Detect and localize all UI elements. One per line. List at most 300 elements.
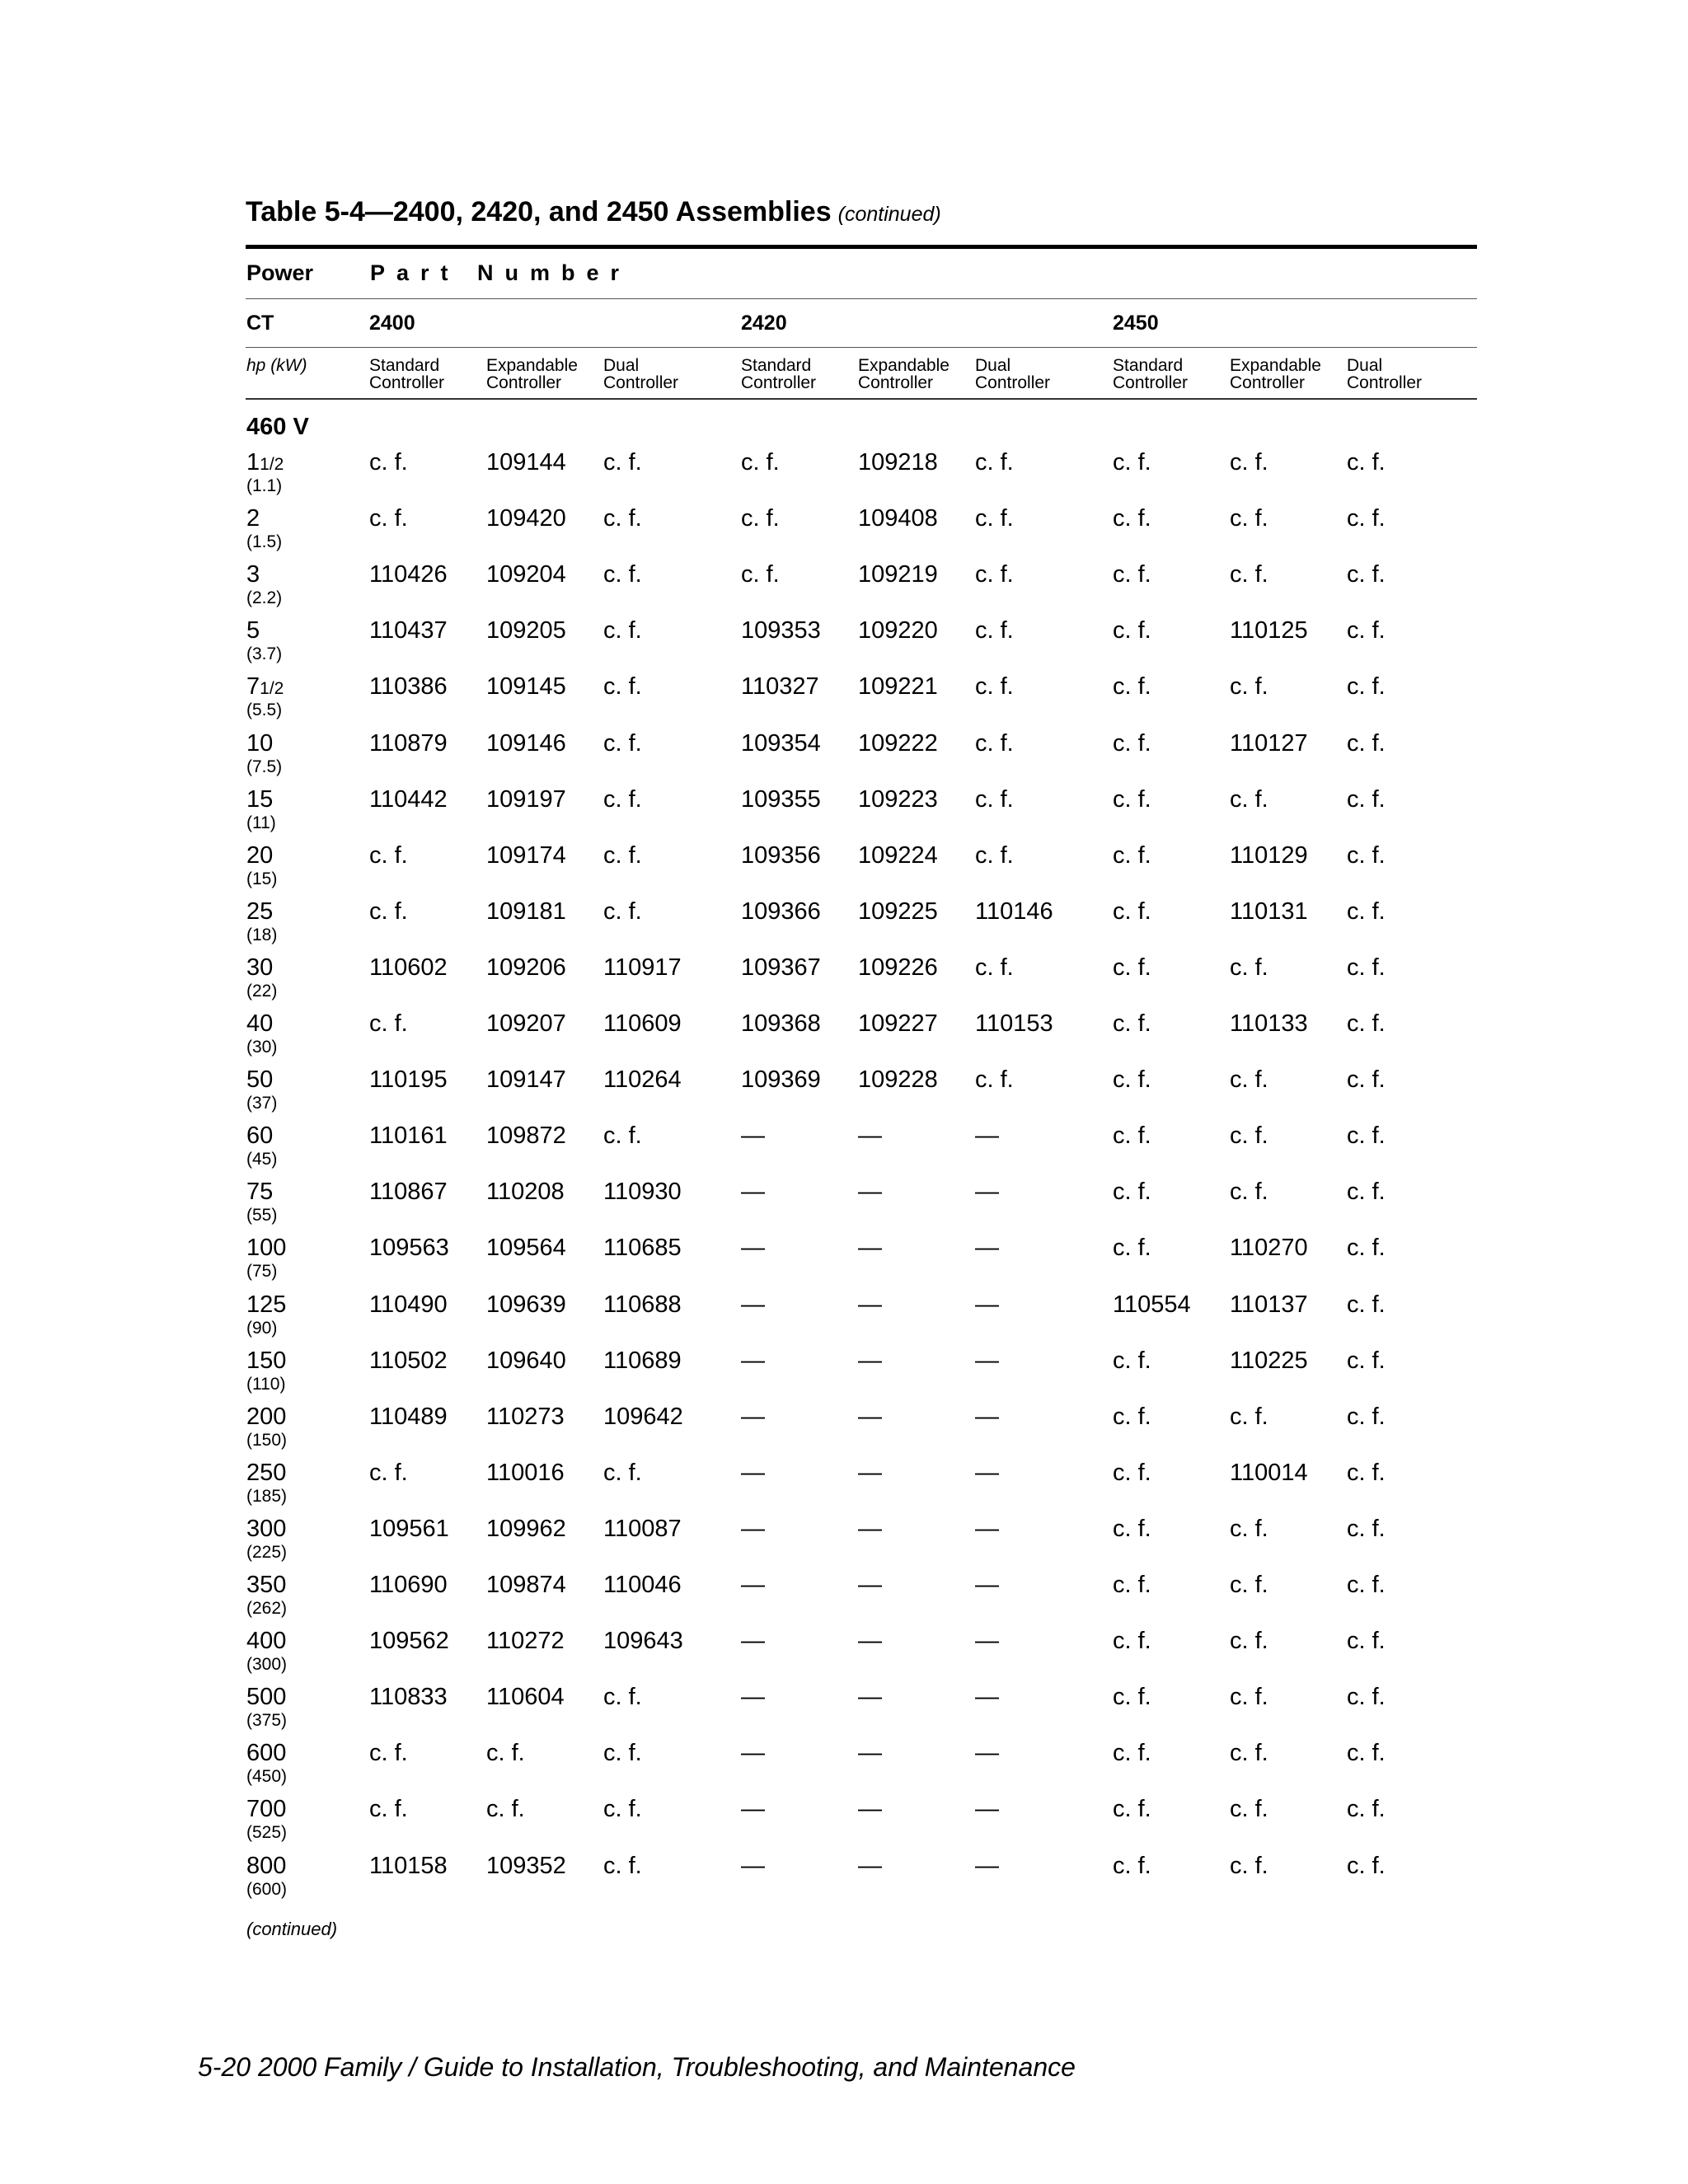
part-number-cell: c. f. bbox=[1347, 1852, 1386, 1879]
part-number-cell: 109222 bbox=[858, 729, 938, 757]
part-number-cell: c. f. bbox=[1347, 954, 1386, 981]
part-number-cell: c. f. bbox=[1113, 1066, 1151, 1094]
part-number-cell: — bbox=[975, 1403, 999, 1430]
part-number-cell: c. f. bbox=[1113, 1515, 1151, 1542]
kw-value: (110) bbox=[246, 1374, 286, 1394]
part-number-cell: c. f. bbox=[603, 505, 642, 532]
table-row bbox=[0, 1347, 1688, 1404]
part-number-cell: 109147 bbox=[486, 1066, 566, 1094]
table-row bbox=[0, 898, 1688, 954]
part-number-cell: 109205 bbox=[486, 617, 566, 644]
hp-number: 15 bbox=[246, 785, 274, 813]
part-number-cell: c. f. bbox=[603, 785, 642, 813]
hp-value bbox=[246, 1347, 286, 1375]
hp-number: 7 bbox=[246, 673, 260, 701]
part-number-cell: — bbox=[858, 1852, 882, 1879]
part-number-cell: c. f. bbox=[1113, 954, 1151, 981]
hp-number: 300 bbox=[246, 1515, 287, 1542]
part-number-cell: 109408 bbox=[858, 505, 938, 532]
part-number-cell: c. f. bbox=[603, 1796, 642, 1823]
kw-value: (55) bbox=[246, 1206, 278, 1226]
table-row bbox=[0, 1010, 1688, 1066]
part-number-cell: 110689 bbox=[603, 1347, 682, 1374]
part-number-cell: c. f. bbox=[975, 617, 1014, 644]
controller-header-line2: Controller bbox=[369, 373, 445, 392]
controller-header-line2: Controller bbox=[486, 373, 562, 392]
table-row bbox=[0, 1460, 1688, 1516]
part-number-cell: 109642 bbox=[603, 1403, 683, 1430]
hp-value bbox=[246, 1684, 286, 1711]
part-number-cell: — bbox=[741, 1235, 765, 1262]
controller-header-line1: Expandable bbox=[1230, 356, 1321, 375]
part-number-cell: 109207 bbox=[486, 1010, 566, 1037]
part-number-cell: 110502 bbox=[369, 1347, 448, 1374]
hp-value bbox=[246, 561, 260, 588]
part-number-cell: 109181 bbox=[486, 898, 566, 925]
part-number-cell: 109420 bbox=[486, 505, 566, 532]
table-row bbox=[0, 1740, 1688, 1796]
part-number-cell: c. f. bbox=[603, 1740, 642, 1767]
kw-value: (45) bbox=[246, 1150, 278, 1169]
controller-header-line1: Standard bbox=[369, 356, 440, 375]
hp-value bbox=[246, 1796, 286, 1823]
part-number-cell: c. f. bbox=[603, 673, 642, 701]
part-number-cell: 110272 bbox=[486, 1628, 565, 1655]
part-number-cell: c. f. bbox=[1347, 1572, 1386, 1598]
hp-number: 600 bbox=[246, 1740, 287, 1767]
kw-value: (15) bbox=[246, 869, 278, 888]
part-number-cell: 109218 bbox=[858, 449, 938, 476]
part-number-cell: 109561 bbox=[369, 1515, 449, 1542]
part-number-cell: 109146 bbox=[486, 729, 566, 757]
part-number-cell: c. f. bbox=[1230, 1403, 1268, 1430]
hp-kw-header: hp (kW) bbox=[246, 356, 307, 375]
hp-fraction: 1/2 bbox=[260, 455, 284, 474]
kw-value: (18) bbox=[246, 925, 278, 944]
part-number-cell: c. f. bbox=[741, 505, 780, 532]
part-number-cell: c. f. bbox=[1347, 841, 1386, 869]
part-number-cell: c. f. bbox=[603, 1459, 642, 1486]
hp-number: 10 bbox=[246, 729, 274, 757]
part-number-cell: c. f. bbox=[486, 1796, 525, 1823]
controller-header bbox=[1113, 357, 1188, 391]
part-number-cell: c. f. bbox=[975, 785, 1014, 813]
part-number-cell: c. f. bbox=[603, 1122, 642, 1150]
part-number-cell: 109562 bbox=[369, 1628, 449, 1655]
kw-value: (300) bbox=[246, 1655, 288, 1675]
kw-value: (262) bbox=[246, 1599, 288, 1618]
part-number-cell: c. f. bbox=[1113, 729, 1151, 757]
part-number-cell: 109204 bbox=[486, 561, 566, 588]
part-number-cell: c. f. bbox=[369, 898, 408, 925]
controller-header-line2: Controller bbox=[1113, 373, 1189, 392]
part-number-cell: c. f. bbox=[1230, 1179, 1268, 1206]
part-number-cell: c. f. bbox=[369, 1459, 408, 1486]
part-number-cell: — bbox=[858, 1122, 882, 1150]
header-rule-3 bbox=[246, 398, 1477, 400]
hp-fraction: 1/2 bbox=[260, 679, 284, 699]
part-number-cell: c. f. bbox=[1347, 1179, 1386, 1206]
part-number-cell: 109355 bbox=[741, 785, 821, 813]
part-number-cell: — bbox=[858, 1459, 882, 1486]
part-number-cell: 110158 bbox=[369, 1852, 448, 1879]
part-number-cell: c. f. bbox=[1113, 1235, 1151, 1262]
part-number-cell: 110195 bbox=[369, 1066, 448, 1094]
table-row bbox=[0, 505, 1688, 561]
part-number-cell: 110137 bbox=[1230, 1291, 1308, 1318]
hp-value bbox=[246, 898, 273, 926]
part-number-cell: 110685 bbox=[603, 1235, 682, 1262]
controller-header bbox=[603, 357, 678, 391]
part-number-cell: 109224 bbox=[858, 841, 938, 869]
part-number-cell: c. f. bbox=[1347, 1291, 1386, 1318]
part-number-cell: c. f. bbox=[1347, 785, 1386, 813]
part-number-cell: c. f. bbox=[1230, 1122, 1268, 1150]
part-number-cell: 110273 bbox=[486, 1403, 565, 1430]
part-number-cell: — bbox=[975, 1684, 999, 1711]
part-number-cell: c. f. bbox=[1113, 1179, 1151, 1206]
part-number-cell: 109353 bbox=[741, 617, 821, 644]
part-number-cell: c. f. bbox=[1230, 1740, 1268, 1767]
part-number-cell: c. f. bbox=[1230, 1515, 1268, 1542]
part-number-cell: c. f. bbox=[1347, 673, 1386, 701]
kw-value: (75) bbox=[246, 1262, 278, 1282]
part-number-cell: — bbox=[858, 1572, 882, 1598]
part-number-cell: c. f. bbox=[603, 561, 642, 588]
part-number-cell: c. f. bbox=[1230, 1852, 1268, 1879]
continued-note: (continued) bbox=[246, 1919, 338, 1939]
part-number-cell: c. f. bbox=[1347, 729, 1386, 757]
hp-value bbox=[246, 954, 273, 982]
controller-header bbox=[486, 357, 578, 391]
part-number-cell: c. f. bbox=[1347, 617, 1386, 644]
part-number-cell: — bbox=[858, 1740, 882, 1767]
hp-number: 50 bbox=[246, 1066, 274, 1094]
part-number-cell: 110604 bbox=[486, 1684, 565, 1711]
hp-number: 2 bbox=[246, 505, 260, 532]
part-number-cell: 109354 bbox=[741, 729, 821, 757]
part-number-cell: c. f. bbox=[1113, 1852, 1151, 1879]
part-number-cell: c. f. bbox=[603, 1852, 642, 1879]
kw-value: (3.7) bbox=[246, 644, 283, 664]
part-number-cell: c. f. bbox=[603, 617, 642, 644]
hp-number: 40 bbox=[246, 1010, 274, 1037]
part-number-cell: c. f. bbox=[1113, 1010, 1151, 1037]
part-number-cell: c. f. bbox=[1113, 1403, 1151, 1430]
hp-value bbox=[246, 1235, 286, 1262]
part-number-cell: 109174 bbox=[486, 841, 566, 869]
part-number-cell: 109367 bbox=[741, 954, 821, 981]
kw-value: (185) bbox=[246, 1486, 288, 1506]
part-number-cell: — bbox=[975, 1291, 999, 1318]
part-number-cell: — bbox=[975, 1122, 999, 1150]
table-row bbox=[0, 786, 1688, 842]
part-number-cell: c. f. bbox=[1230, 1796, 1268, 1823]
part-number-cell: 110327 bbox=[741, 673, 819, 701]
part-number-cell: c. f. bbox=[1113, 673, 1151, 701]
kw-value: (7.5) bbox=[246, 757, 283, 776]
kw-value: (525) bbox=[246, 1823, 288, 1843]
part-number-cell: 110688 bbox=[603, 1291, 682, 1318]
part-number-cell: c. f. bbox=[1113, 617, 1151, 644]
part-number-cell: c. f. bbox=[1230, 673, 1268, 701]
part-number-cell: 109872 bbox=[486, 1122, 566, 1150]
hp-number: 75 bbox=[246, 1179, 274, 1206]
part-number-cell: 109356 bbox=[741, 841, 821, 869]
part-number-cell: c. f. bbox=[1347, 505, 1386, 532]
hp-number: 60 bbox=[246, 1122, 274, 1150]
part-number-cell: 109206 bbox=[486, 954, 566, 981]
kw-value: (5.5) bbox=[246, 701, 283, 720]
hp-value bbox=[246, 1010, 273, 1038]
part-number-cell: c. f. bbox=[1113, 785, 1151, 813]
part-number-cell: c. f. bbox=[975, 841, 1014, 869]
part-number-cell: 110129 bbox=[1230, 841, 1308, 869]
table-row bbox=[0, 1516, 1688, 1572]
hp-number: 500 bbox=[246, 1684, 287, 1711]
part-number-cell: 109228 bbox=[858, 1066, 938, 1094]
part-number-cell: c. f. bbox=[1230, 505, 1268, 532]
part-number-cell: 109223 bbox=[858, 785, 938, 813]
hp-number: 150 bbox=[246, 1347, 287, 1374]
part-number-cell: 110127 bbox=[1230, 729, 1308, 757]
part-number-cell: 110489 bbox=[369, 1403, 448, 1430]
part-number-cell: 109144 bbox=[486, 449, 566, 476]
controller-header bbox=[858, 357, 950, 391]
part-number-cell: — bbox=[975, 1347, 999, 1374]
part-number-cell: c. f. bbox=[1347, 1122, 1386, 1150]
part-number-cell: — bbox=[975, 1572, 999, 1598]
part-number-cell: 109369 bbox=[741, 1066, 821, 1094]
part-number-cell: 110437 bbox=[369, 617, 448, 644]
model-2400-header: 2400 bbox=[369, 312, 415, 335]
hp-number: 700 bbox=[246, 1796, 287, 1823]
part-number-cell: c. f. bbox=[1113, 561, 1151, 588]
table-row bbox=[0, 673, 1688, 729]
table-row bbox=[0, 730, 1688, 786]
model-2420-header: 2420 bbox=[741, 312, 787, 335]
ct-header: CT bbox=[246, 312, 274, 335]
part-number-cell: c. f. bbox=[1347, 1684, 1386, 1711]
part-number-cell: c. f. bbox=[369, 1010, 408, 1037]
controller-header-line1: Standard bbox=[741, 356, 812, 375]
hp-number: 250 bbox=[246, 1459, 287, 1486]
hp-number: 25 bbox=[246, 898, 274, 925]
part-number-cell: 110046 bbox=[603, 1572, 682, 1598]
kw-value: (2.2) bbox=[246, 588, 283, 608]
kw-value: (11) bbox=[246, 813, 276, 832]
part-number-cell: c. f. bbox=[1347, 1740, 1386, 1767]
part-number-cell: — bbox=[741, 1852, 765, 1879]
part-number-cell: 109563 bbox=[369, 1235, 449, 1262]
part-number-cell: c. f. bbox=[603, 1684, 642, 1711]
part-number-cell: c. f. bbox=[1113, 1459, 1151, 1486]
kw-value: (22) bbox=[246, 981, 278, 1001]
hp-value bbox=[246, 786, 273, 813]
part-number-cell: — bbox=[741, 1291, 765, 1318]
part-number-cell: — bbox=[858, 1515, 882, 1542]
part-number-cell: — bbox=[741, 1572, 765, 1598]
power-header: Power bbox=[246, 260, 314, 285]
part-number-cell: 110554 bbox=[1113, 1291, 1191, 1318]
part-number-cell: 109197 bbox=[486, 785, 566, 813]
table-row bbox=[0, 1796, 1688, 1852]
hp-number: 200 bbox=[246, 1403, 287, 1430]
part-number-cell: c. f. bbox=[369, 505, 408, 532]
hp-number: 30 bbox=[246, 954, 274, 981]
controller-header-line1: Dual bbox=[603, 356, 640, 375]
part-number-cell: — bbox=[741, 1122, 765, 1150]
part-number-cell: c. f. bbox=[975, 449, 1014, 476]
part-number-cell: c. f. bbox=[1113, 1628, 1151, 1655]
part-number-cell: c. f. bbox=[1113, 898, 1151, 925]
kw-value: (1.5) bbox=[246, 532, 283, 552]
part-number-cell: — bbox=[975, 1459, 999, 1486]
table-row bbox=[0, 561, 1688, 617]
part-number-cell: 110131 bbox=[1230, 898, 1308, 925]
part-number-cell: 110153 bbox=[975, 1010, 1053, 1037]
kw-value: (225) bbox=[246, 1542, 288, 1562]
hp-value bbox=[246, 1628, 286, 1655]
part-number-cell: 109221 bbox=[858, 673, 938, 701]
part-number-cell: c. f. bbox=[741, 561, 780, 588]
part-number-cell: c. f. bbox=[1347, 1515, 1386, 1542]
part-number-cell: c. f. bbox=[1113, 1122, 1151, 1150]
kw-value: (1.1) bbox=[246, 476, 283, 495]
part-number-cell: c. f. bbox=[1347, 1066, 1386, 1094]
hp-value bbox=[246, 1179, 273, 1206]
part-number-cell: 110867 bbox=[369, 1179, 448, 1206]
controller-header-line2: Controller bbox=[741, 373, 817, 392]
part-number-cell: c. f. bbox=[1113, 449, 1151, 476]
controller-header bbox=[1347, 357, 1422, 391]
hp-value bbox=[246, 1404, 286, 1431]
part-number-cell: 109145 bbox=[486, 673, 566, 701]
controller-header-line1: Standard bbox=[1113, 356, 1184, 375]
part-number-cell: 110833 bbox=[369, 1684, 448, 1711]
table-row bbox=[0, 1235, 1688, 1291]
part-number-cell: — bbox=[858, 1628, 882, 1655]
part-number-cell: — bbox=[858, 1684, 882, 1711]
controller-header-line1: Dual bbox=[975, 356, 1011, 375]
part-number-cell: c. f. bbox=[486, 1740, 525, 1767]
part-number-cell: c. f. bbox=[1230, 785, 1268, 813]
part-number-cell: — bbox=[741, 1628, 765, 1655]
hp-value bbox=[246, 842, 273, 869]
part-number-cell: c. f. bbox=[1347, 1235, 1386, 1262]
table-row bbox=[0, 1572, 1688, 1628]
part-number-cell: 110426 bbox=[369, 561, 448, 588]
part-number-cell: 110442 bbox=[369, 785, 448, 813]
part-number-cell: c. f. bbox=[1347, 1403, 1386, 1430]
part-number-cell: 109643 bbox=[603, 1628, 683, 1655]
part-number-cell: 109352 bbox=[486, 1852, 566, 1879]
part-number-cell: 110490 bbox=[369, 1291, 448, 1318]
kw-value: (37) bbox=[246, 1094, 278, 1113]
part-number-cell: c. f. bbox=[1347, 561, 1386, 588]
part-number-cell: c. f. bbox=[1113, 1796, 1151, 1823]
part-number-cell: c. f. bbox=[369, 1796, 408, 1823]
table-row bbox=[0, 1179, 1688, 1235]
part-number-cell: 109368 bbox=[741, 1010, 821, 1037]
part-number-cell: — bbox=[741, 1347, 765, 1374]
part-number-cell: c. f. bbox=[975, 1066, 1014, 1094]
part-number-cell: — bbox=[741, 1684, 765, 1711]
part-number-cell: 109220 bbox=[858, 617, 938, 644]
kw-value: (375) bbox=[246, 1711, 288, 1731]
part-number-cell: c. f. bbox=[369, 449, 408, 476]
hp-value bbox=[246, 673, 284, 701]
table-row bbox=[0, 1404, 1688, 1460]
part-number-cell: c. f. bbox=[1113, 505, 1151, 532]
part-number-cell: — bbox=[858, 1291, 882, 1318]
part-number-cell: — bbox=[975, 1235, 999, 1262]
part-number-cell: — bbox=[858, 1179, 882, 1206]
header-rule-1 bbox=[246, 298, 1477, 299]
part-number-cell: 109225 bbox=[858, 898, 938, 925]
hp-number: 800 bbox=[246, 1852, 287, 1879]
hp-value bbox=[246, 730, 273, 757]
part-number-cell: — bbox=[741, 1515, 765, 1542]
controller-header-line2: Controller bbox=[975, 373, 1051, 392]
part-number-cell: c. f. bbox=[603, 449, 642, 476]
hp-value bbox=[246, 1853, 286, 1880]
kw-value: (90) bbox=[246, 1318, 278, 1338]
part-number-cell: c. f. bbox=[603, 841, 642, 869]
part-number-cell: c. f. bbox=[1113, 1347, 1151, 1374]
table-title-note: (continued) bbox=[837, 203, 941, 226]
controller-header bbox=[975, 357, 1050, 391]
part-number-cell: c. f. bbox=[975, 954, 1014, 981]
header-rule-2 bbox=[246, 347, 1477, 348]
part-number-cell: — bbox=[741, 1403, 765, 1430]
part-number-cell: c. f. bbox=[1113, 1684, 1151, 1711]
controller-header-line2: Controller bbox=[1347, 373, 1423, 392]
voltage-heading: 460 V bbox=[246, 414, 309, 440]
part-number-cell: 110146 bbox=[975, 898, 1053, 925]
part-number-cell: 110609 bbox=[603, 1010, 682, 1037]
hp-value bbox=[246, 449, 284, 476]
part-number-cell: — bbox=[741, 1459, 765, 1486]
hp-number: 5 bbox=[246, 617, 260, 644]
part-number-cell: c. f. bbox=[975, 673, 1014, 701]
part-number-cell: 110930 bbox=[603, 1179, 682, 1206]
part-number-cell: c. f. bbox=[603, 729, 642, 757]
part-number-cell: c. f. bbox=[1347, 449, 1386, 476]
controller-header bbox=[741, 357, 816, 391]
model-2450-header: 2450 bbox=[1113, 312, 1159, 335]
part-number-cell: c. f. bbox=[1230, 1572, 1268, 1598]
part-number-cell: 110270 bbox=[1230, 1235, 1308, 1262]
table-row bbox=[0, 1066, 1688, 1122]
part-number-cell: c. f. bbox=[369, 1740, 408, 1767]
part-number-cell: 109226 bbox=[858, 954, 938, 981]
part-number-cell: 109564 bbox=[486, 1235, 566, 1262]
part-number-cell: c. f. bbox=[1113, 841, 1151, 869]
part-number-cell: c. f. bbox=[1113, 1572, 1151, 1598]
part-number-cell: — bbox=[975, 1179, 999, 1206]
table-row bbox=[0, 842, 1688, 898]
part-number-cell: — bbox=[975, 1740, 999, 1767]
part-number-cell: — bbox=[975, 1852, 999, 1879]
part-number-cell: 110602 bbox=[369, 954, 448, 981]
part-number-cell: 110690 bbox=[369, 1572, 448, 1598]
part-number-cell: — bbox=[858, 1796, 882, 1823]
hp-value bbox=[246, 1291, 286, 1319]
part-number-cell: c. f. bbox=[1347, 1347, 1386, 1374]
part-number-cell: 109227 bbox=[858, 1010, 938, 1037]
part-number-cell: — bbox=[741, 1740, 765, 1767]
